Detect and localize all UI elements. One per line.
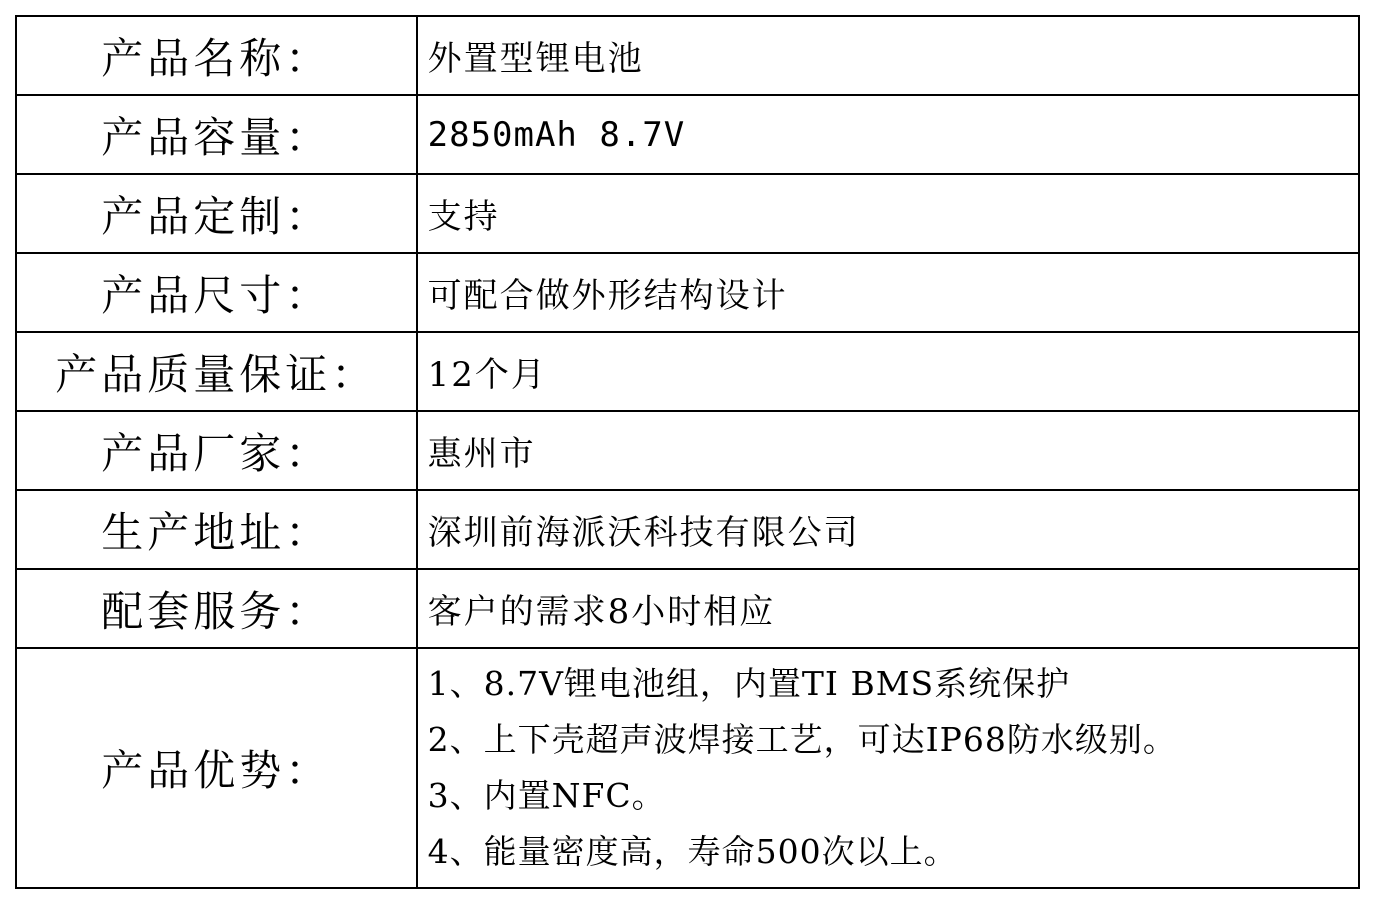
row-value: 客户的需求8小时相应	[417, 569, 1359, 648]
row-label: 产品名称：	[16, 16, 417, 95]
table-row-warranty	[16, 332, 1359, 411]
table-row-size	[16, 253, 1359, 332]
row-label: 产品尺寸：	[16, 253, 417, 332]
advantages-cell	[417, 648, 1359, 888]
row-label: 产品容量：	[16, 95, 417, 174]
row-label: 产品质量保证：	[16, 332, 417, 411]
table-row-manufacturer	[16, 411, 1359, 490]
table-row-product-name	[16, 16, 1359, 95]
row-value: 12个月	[417, 332, 1359, 411]
row-label: 产品厂家：	[16, 411, 417, 490]
row-label: 生产地址：	[16, 490, 417, 569]
advantages-list	[428, 656, 1358, 880]
row-label: 产品定制：	[16, 174, 417, 253]
row-value: 外置型锂电池	[417, 16, 1359, 95]
row-value: 可配合做外形结构设计	[417, 253, 1359, 332]
row-value: 惠州市	[417, 411, 1359, 490]
list-item: 3、内置NFC。	[427, 776, 666, 815]
row-value: 深圳前海派沃科技有限公司	[417, 490, 1359, 569]
row-value: 支持	[417, 174, 1359, 253]
product-spec-table	[15, 15, 1360, 889]
table-row-customization	[16, 174, 1359, 253]
list-item: 2、上下壳超声波焊接工艺，可达IP68防水级别。	[427, 720, 1177, 759]
table-row-advantages	[16, 648, 1359, 888]
row-label: 产品优势：	[16, 648, 417, 888]
list-item: 1、8.7V锂电池组，内置TI BMS系统保护	[427, 664, 1071, 703]
table-row-service	[16, 569, 1359, 648]
row-value: 2850mAh 8.7V	[417, 95, 1359, 174]
row-label: 配套服务：	[16, 569, 417, 648]
list-item: 4、能量密度高，寿命500次以上。	[427, 832, 958, 871]
table-row-capacity	[16, 95, 1359, 174]
table-row-address	[16, 490, 1359, 569]
